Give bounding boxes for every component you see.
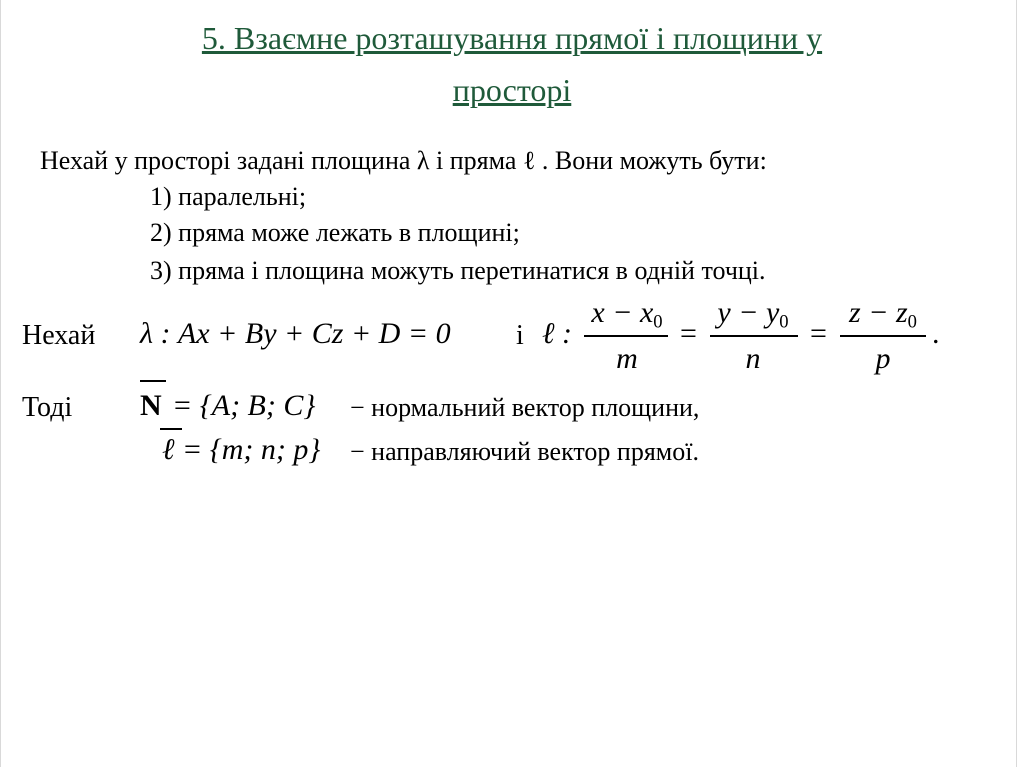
fraction-1-denominator: m — [616, 342, 638, 375]
case-3: 3) пряма і площина можуть перетинатися в одній точці. — [150, 256, 766, 285]
fraction-1-bar — [584, 335, 668, 337]
slide-right-border — [1016, 0, 1017, 767]
direction-vector-overbar — [160, 428, 182, 430]
period: . — [932, 317, 940, 350]
fraction-3-denominator: p — [875, 342, 891, 375]
let-word: Нехай — [22, 320, 96, 351]
line-label: ℓ : — [542, 317, 572, 350]
slide-title-line-1: 5. Взаємне розташування прямої і площини у — [201, 20, 823, 56]
plane-equation: λ : Ax + By + Cz + D = 0 — [140, 317, 451, 350]
fraction-2-numerator: $y - y_0$ — [717, 296, 789, 333]
slide-title-line-2: просторі — [452, 72, 572, 108]
slide-left-border — [0, 0, 1, 767]
then-word: Тоді — [22, 392, 73, 423]
direction-vector-symbol: ℓ — [162, 433, 175, 466]
direction-vector-description: − направляючий вектор прямої. — [350, 437, 699, 466]
normal-vector-overbar — [140, 380, 166, 382]
normal-vector-symbol: N — [140, 389, 162, 422]
normal-vector-description: − нормальний вектор площини, — [350, 393, 700, 422]
fraction-2-bar — [710, 335, 798, 337]
fraction-2-denominator: n — [745, 342, 761, 375]
fraction-3-bar — [840, 335, 926, 337]
equals-sign-1: = — [680, 317, 697, 350]
and-word: і — [516, 320, 524, 351]
intro-text: Нехай у просторі задані площина λ і пряма ℓ . Вони можуть бути: — [40, 146, 767, 175]
case-2: 2) пряма може лежать в площині; — [150, 218, 520, 247]
fraction-1-numerator: $x - x_0$ — [591, 296, 663, 333]
equals-sign-2: = — [810, 317, 827, 350]
normal-vector-components: = {A; B; C} — [172, 389, 316, 422]
fraction-3-numerator: $z - z_0$ — [849, 296, 917, 333]
case-1: 1) паралельні; — [150, 182, 307, 211]
direction-vector-components: = {m; n; p} — [182, 433, 321, 466]
